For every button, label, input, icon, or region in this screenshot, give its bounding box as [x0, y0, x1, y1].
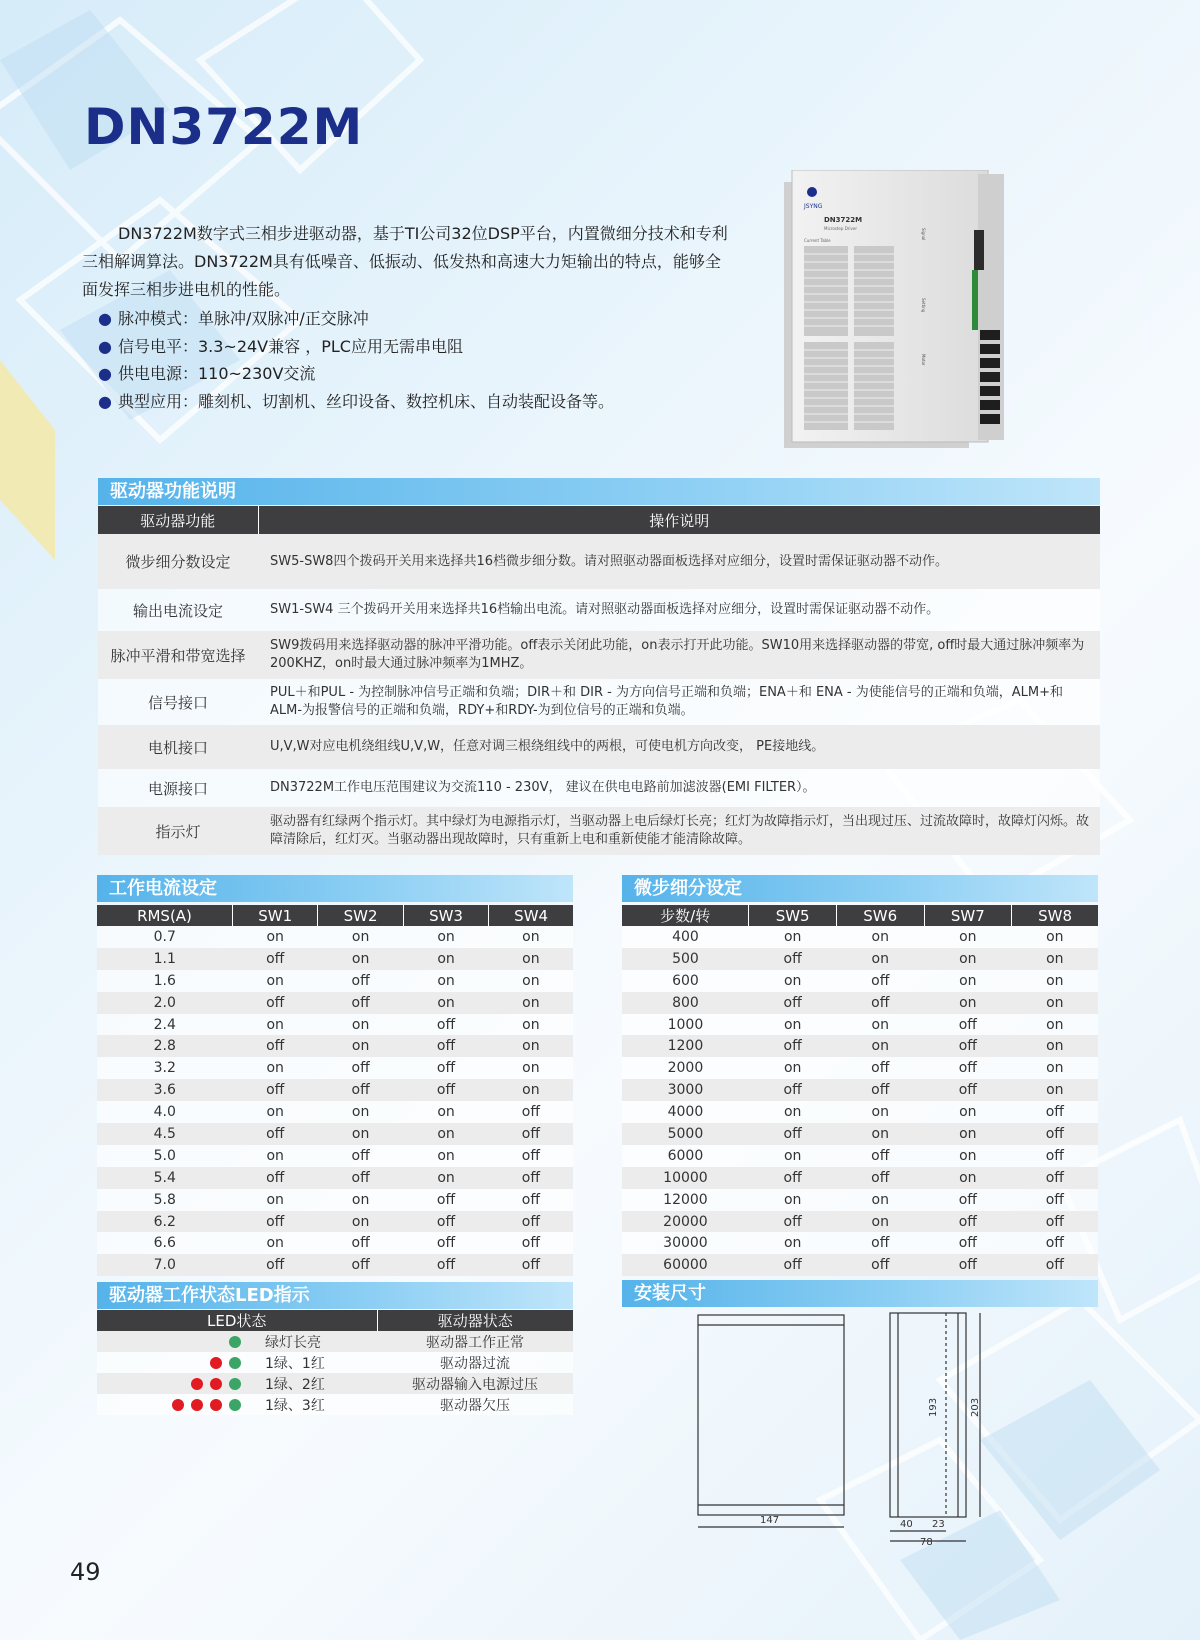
driver-state-text: 驱动器过流 — [377, 1352, 573, 1373]
red-led-icon — [172, 1399, 184, 1411]
switch-state-cell: off — [232, 1079, 317, 1101]
table-row — [622, 1254, 1098, 1276]
red-led-icon — [191, 1378, 203, 1390]
current-value-cell: 5.4 — [97, 1167, 232, 1189]
microstep-section-title: 微步细分设定 — [622, 875, 1098, 902]
switch-state-cell: on — [232, 1014, 317, 1036]
switch-state-cell: off — [924, 1189, 1012, 1211]
switch-state-cell: on — [836, 1123, 924, 1145]
micro-value-cell: 5000 — [622, 1123, 749, 1145]
table-row — [97, 970, 573, 992]
switch-state-cell: on — [232, 1057, 317, 1079]
led-indicator — [97, 1394, 247, 1415]
switch-state-cell: off — [749, 1211, 837, 1233]
table-row — [622, 1057, 1098, 1079]
switch-state-cell: on — [318, 1101, 403, 1123]
switch-state-cell: off — [232, 948, 317, 970]
switch-state-cell: off — [924, 1035, 1012, 1057]
switch-state-cell: on — [232, 970, 317, 992]
switch-state-cell: on — [1012, 970, 1098, 992]
table-row — [97, 1057, 573, 1079]
brand-logo-icon — [807, 187, 817, 197]
led-indicator — [97, 1373, 247, 1394]
current-table — [97, 905, 573, 1276]
function-name: 微步细分数设定 — [98, 534, 258, 589]
table-row — [98, 631, 1100, 679]
switch-state-cell: off — [403, 1035, 488, 1057]
switch-state-cell: off — [232, 1123, 317, 1145]
green-led-icon — [229, 1336, 241, 1348]
switch-state-cell: off — [1012, 1123, 1098, 1145]
table-row — [98, 725, 1100, 769]
switch-state-cell: off — [232, 1035, 317, 1057]
current-value-cell: 1.6 — [97, 970, 232, 992]
table-row — [97, 948, 573, 970]
switch-state-cell: off — [489, 1211, 573, 1233]
table-row — [98, 679, 1100, 725]
led-state-header: LED状态 — [97, 1310, 377, 1331]
switch-state-cell: on — [924, 1145, 1012, 1167]
red-led-icon — [210, 1399, 222, 1411]
switch-state-cell: on — [749, 1101, 837, 1123]
micro-value-cell: 10000 — [622, 1167, 749, 1189]
switch-state-cell: on — [489, 970, 573, 992]
micro-value-cell: 4000 — [622, 1101, 749, 1123]
feature-item: ● 供电电源：110~230V交流 — [98, 360, 614, 388]
switch-header: SW5 — [749, 905, 837, 926]
dim-depth-b: 23 — [932, 1519, 945, 1530]
table-row — [97, 1394, 573, 1415]
switch-state-cell: off — [489, 1189, 573, 1211]
microstep-table — [622, 905, 1098, 1276]
switch-state-cell: off — [836, 1079, 924, 1101]
table-row — [622, 1211, 1098, 1233]
dimension-drawing — [690, 1305, 1010, 1545]
table-row — [97, 1352, 573, 1373]
current-section-title: 工作电流设定 — [97, 875, 573, 902]
switch-state-cell: off — [232, 992, 317, 1014]
switch-state-cell: on — [403, 1145, 488, 1167]
table-row — [98, 589, 1100, 631]
table-row — [622, 1101, 1098, 1123]
function-desc: U,V,W对应电机绕组线U,V,W，任意对调三根绕组线中的两根，可使电机方向改变， PE接地线。 — [258, 725, 1100, 769]
red-led-icon — [210, 1378, 222, 1390]
switch-state-cell: off — [489, 1167, 573, 1189]
switch-state-cell: off — [318, 970, 403, 992]
switch-state-cell: on — [836, 926, 924, 948]
switch-state-cell: off — [749, 948, 837, 970]
function-name: 电源接口 — [98, 769, 258, 807]
switch-state-cell: on — [749, 1145, 837, 1167]
led-state-text: 1绿、3红 — [247, 1394, 377, 1415]
table-row — [97, 1373, 573, 1394]
switch-state-cell: off — [836, 1232, 924, 1254]
switch-state-cell: off — [403, 1254, 488, 1276]
switch-state-cell: off — [403, 1079, 488, 1101]
table-row — [622, 926, 1098, 948]
switch-state-cell: on — [749, 1014, 837, 1036]
product-subtitle: Microstep Driver — [824, 226, 857, 231]
switch-state-cell: off — [836, 992, 924, 1014]
current-value-cell: 4.5 — [97, 1123, 232, 1145]
current-value-cell: 3.6 — [97, 1079, 232, 1101]
micro-value-cell: 1200 — [622, 1035, 749, 1057]
switch-header: SW6 — [836, 905, 924, 926]
function-section-title: 驱动器功能说明 — [98, 478, 1100, 505]
table-row — [622, 1035, 1098, 1057]
current-value-cell: 2.4 — [97, 1014, 232, 1036]
switch-header: SW7 — [924, 905, 1012, 926]
switch-state-cell: on — [1012, 1014, 1098, 1036]
switch-state-cell: on — [749, 970, 837, 992]
switch-state-cell: on — [403, 948, 488, 970]
switch-state-cell: on — [489, 992, 573, 1014]
feature-list — [98, 305, 614, 415]
table-row — [97, 992, 573, 1014]
micro-value-cell: 2000 — [622, 1057, 749, 1079]
switch-state-cell: on — [403, 1101, 488, 1123]
product-side-label: Setting — [921, 298, 926, 313]
current-value-cell: 6.2 — [97, 1211, 232, 1233]
table-row — [97, 1211, 573, 1233]
led-table — [97, 1310, 573, 1415]
switch-state-cell: on — [403, 992, 488, 1014]
current-key-header: RMS(A) — [97, 905, 232, 926]
micro-value-cell: 600 — [622, 970, 749, 992]
table-row — [97, 1101, 573, 1123]
switch-state-cell: on — [924, 970, 1012, 992]
switch-state-cell: on — [232, 1101, 317, 1123]
switch-state-cell: off — [489, 1254, 573, 1276]
micro-value-cell: 6000 — [622, 1145, 749, 1167]
green-led-icon — [229, 1378, 241, 1390]
switch-state-cell: off — [1012, 1232, 1098, 1254]
red-led-icon — [210, 1357, 222, 1369]
micro-value-cell: 3000 — [622, 1079, 749, 1101]
function-desc: PUL＋和PUL - 为控制脉冲信号正端和负端；DIR＋和 DIR - 为方向信号正端和负端；ENA＋和 ENA - 为使能信号的正端和负端，ALM+和ALM-为报警信号的正端和负端，RDY+和RDY-为到位信号的正端和负端。 — [258, 679, 1100, 725]
dim-depth-total: 78 — [920, 1537, 933, 1545]
switch-state-cell: off — [749, 1254, 837, 1276]
switch-state-cell: on — [836, 1189, 924, 1211]
terminal-block — [980, 330, 1000, 424]
switch-state-cell: off — [318, 1145, 403, 1167]
switch-state-cell: on — [403, 926, 488, 948]
table-row — [97, 1014, 573, 1036]
switch-state-cell: off — [749, 1035, 837, 1057]
switch-state-cell: off — [1012, 1145, 1098, 1167]
driver-state-text: 驱动器输入电源过压 — [377, 1373, 573, 1394]
switch-state-cell: off — [489, 1101, 573, 1123]
micro-value-cell: 1000 — [622, 1014, 749, 1036]
intro-paragraph — [82, 220, 732, 304]
switch-state-cell: off — [1012, 1189, 1098, 1211]
product-side-label: Motor — [921, 354, 926, 366]
dim-width: 147 — [760, 1515, 780, 1526]
switch-state-cell: on — [318, 1123, 403, 1145]
led-state-text: 1绿、2红 — [247, 1373, 377, 1394]
function-desc: DN3722M工作电压范围建议为交流110 - 230V， 建议在供电电路前加滤波器(EMI FILTER）。 — [258, 769, 1100, 807]
switch-state-cell: on — [318, 1035, 403, 1057]
switch-state-cell: off — [489, 1145, 573, 1167]
switch-state-cell: on — [489, 1014, 573, 1036]
switch-state-cell: on — [318, 1014, 403, 1036]
table-row — [97, 1232, 573, 1254]
switch-state-cell: on — [489, 1079, 573, 1101]
switch-state-cell: on — [1012, 1079, 1098, 1101]
product-image — [784, 170, 1010, 450]
switch-state-cell: off — [836, 1167, 924, 1189]
switch-state-cell: on — [403, 970, 488, 992]
table-row — [622, 1167, 1098, 1189]
switch-state-cell: off — [403, 1232, 488, 1254]
switch-state-cell: off — [836, 970, 924, 992]
switch-state-cell: on — [1012, 992, 1098, 1014]
switch-state-cell: off — [489, 1123, 573, 1145]
function-name: 指示灯 — [98, 807, 258, 855]
switch-state-cell: off — [924, 1232, 1012, 1254]
switch-state-cell: on — [924, 1101, 1012, 1123]
current-value-cell: 5.8 — [97, 1189, 232, 1211]
signal-connector — [974, 230, 984, 270]
switch-state-cell: off — [1012, 1167, 1098, 1189]
table-row — [97, 1123, 573, 1145]
switch-state-cell: on — [1012, 926, 1098, 948]
switch-state-cell: off — [924, 1057, 1012, 1079]
switch-state-cell: on — [403, 1167, 488, 1189]
switch-header: SW4 — [489, 905, 573, 926]
switch-state-cell: on — [232, 1232, 317, 1254]
switch-state-cell: off — [318, 1079, 403, 1101]
table-row — [97, 1189, 573, 1211]
feature-item: ● 典型应用：雕刻机、切割机、丝印设备、数控机床、自动装配设备等。 — [98, 388, 614, 416]
switch-state-cell: off — [232, 1211, 317, 1233]
product-brand: JSYNG — [804, 203, 823, 210]
table-row — [97, 1254, 573, 1276]
current-value-cell: 0.7 — [97, 926, 232, 948]
led-state-text: 1绿、1红 — [247, 1352, 377, 1373]
micro-value-cell: 500 — [622, 948, 749, 970]
table-row — [622, 1189, 1098, 1211]
micro-value-cell: 30000 — [622, 1232, 749, 1254]
table-row — [622, 1079, 1098, 1101]
intro-text: DN3722M数字式三相步进驱动器，基于TI公司32位DSP平台，内置微细分技术和专利三相解调算法。DN3722M具有低噪音、低振动、低发热和高速大力矩输出的特点，能够全面发挥三相步进电机的性能。 — [82, 224, 728, 299]
feature-item: ● 脉冲模式：单脉冲/双脉冲/正交脉冲 — [98, 305, 614, 333]
current-value-cell: 4.0 — [97, 1101, 232, 1123]
dimensions-section-title: 安装尺寸 — [622, 1280, 1098, 1307]
switch-state-cell: on — [749, 1189, 837, 1211]
switch-state-cell: on — [749, 1232, 837, 1254]
function-name: 脉冲平滑和带宽选择 — [98, 631, 258, 679]
function-header: 驱动器功能 — [98, 506, 258, 534]
switch-state-cell: on — [1012, 1035, 1098, 1057]
table-row — [97, 926, 573, 948]
table-row — [98, 534, 1100, 589]
table-row — [622, 1123, 1098, 1145]
switch-state-cell: on — [836, 1035, 924, 1057]
micro-value-cell: 60000 — [622, 1254, 749, 1276]
switch-header: SW1 — [232, 905, 317, 926]
led-state-text: 绿灯长亮 — [247, 1331, 377, 1352]
current-value-cell: 1.1 — [97, 948, 232, 970]
function-desc: SW1-SW4 三个拨码开关用来选择共16档输出电流。请对照驱动器面板选择对应细分，设置时需保证驱动器不动作。 — [258, 589, 1100, 631]
switch-state-cell: on — [232, 926, 317, 948]
current-value-cell: 3.2 — [97, 1057, 232, 1079]
table-row — [622, 948, 1098, 970]
function-desc: 驱动器有红绿两个指示灯。其中绿灯为电源指示灯，当驱动器上电后绿灯长亮；红灯为故障指示灯，当出现过压、过流故障时，故障灯闪烁。故障清除后，红灯灭。当驱动器出现故障时，只有重新上电和重新使能才能清除故障。 — [258, 807, 1100, 855]
switch-state-cell: off — [232, 1167, 317, 1189]
switch-state-cell: on — [1012, 1057, 1098, 1079]
table-row — [97, 1079, 573, 1101]
switch-state-cell: on — [489, 1057, 573, 1079]
switch-state-cell: on — [924, 1167, 1012, 1189]
led-section-title: 驱动器工作状态LED指示 — [97, 1282, 573, 1309]
switch-state-cell: off — [924, 1254, 1012, 1276]
switch-state-cell: off — [1012, 1254, 1098, 1276]
product-current-table-label: Current Table — [804, 238, 831, 243]
switch-state-cell: off — [318, 1232, 403, 1254]
micro-value-cell: 12000 — [622, 1189, 749, 1211]
switch-state-cell: off — [749, 1123, 837, 1145]
micro-value-cell: 400 — [622, 926, 749, 948]
switch-state-cell: on — [924, 948, 1012, 970]
switch-state-cell: off — [836, 1057, 924, 1079]
led-indicator — [97, 1352, 247, 1373]
switch-state-cell: on — [924, 926, 1012, 948]
micro-value-cell: 800 — [622, 992, 749, 1014]
product-model-label: DN3722M — [824, 216, 863, 224]
switch-state-cell: on — [318, 926, 403, 948]
switch-state-cell: on — [836, 1101, 924, 1123]
switch-state-cell: on — [836, 1211, 924, 1233]
table-row — [97, 1035, 573, 1057]
page-number: 49 — [70, 1558, 101, 1586]
switch-state-cell: on — [749, 926, 837, 948]
switch-state-cell: off — [749, 1167, 837, 1189]
led-indicator — [97, 1331, 247, 1352]
switch-header: SW2 — [318, 905, 403, 926]
micro-key-header: 步数/转 — [622, 905, 749, 926]
function-desc: SW9拨码用来选择驱动器的脉冲平滑功能。off表示关闭此功能，on表示打开此功能。SW10用来选择驱动器的带宽, off时最大通过脉冲频率为200KHZ，on时最大通过脉冲频率为1MHZ。 — [258, 631, 1100, 679]
switch-state-cell: off — [836, 1254, 924, 1276]
switch-state-cell: on — [232, 1145, 317, 1167]
current-value-cell: 2.8 — [97, 1035, 232, 1057]
switch-state-cell: off — [403, 1014, 488, 1036]
current-value-cell: 2.0 — [97, 992, 232, 1014]
function-desc: SW5-SW8四个拨码开关用来选择共16档微步细分数。请对照驱动器面板选择对应细分，设置时需保证驱动器不动作。 — [258, 534, 1100, 589]
switch-state-cell: off — [403, 1057, 488, 1079]
green-led-icon — [229, 1357, 241, 1369]
switch-state-cell: on — [836, 948, 924, 970]
dim-height-outer: 203 — [970, 1397, 981, 1417]
driver-state-text: 驱动器工作正常 — [377, 1331, 573, 1352]
switch-state-cell: on — [489, 948, 573, 970]
switch-state-cell: on — [924, 1123, 1012, 1145]
dim-height-inner: 193 — [928, 1397, 939, 1417]
switch-state-cell: on — [836, 1014, 924, 1036]
operation-header: 操作说明 — [258, 506, 1100, 534]
switch-state-cell: on — [232, 1189, 317, 1211]
table-row — [622, 970, 1098, 992]
switch-state-cell: off — [403, 1211, 488, 1233]
switch-state-cell: off — [318, 1057, 403, 1079]
switch-state-cell: on — [749, 1057, 837, 1079]
switch-state-cell: off — [836, 1145, 924, 1167]
micro-value-cell: 20000 — [622, 1211, 749, 1233]
function-name: 输出电流设定 — [98, 589, 258, 631]
switch-state-cell: on — [318, 1211, 403, 1233]
switch-header: SW8 — [1012, 905, 1098, 926]
red-led-icon — [191, 1399, 203, 1411]
feature-item: ● 信号电平：3.3~24V兼容 ，PLC应用无需串电阻 — [98, 333, 614, 361]
function-name: 电机接口 — [98, 725, 258, 769]
table-row — [622, 1232, 1098, 1254]
table-row — [98, 769, 1100, 807]
function-name: 信号接口 — [98, 679, 258, 725]
switch-state-cell: off — [924, 1014, 1012, 1036]
function-table — [98, 506, 1100, 855]
switch-state-cell: off — [318, 1254, 403, 1276]
green-led-icon — [229, 1399, 241, 1411]
switch-state-cell: off — [749, 1079, 837, 1101]
switch-state-cell: on — [489, 926, 573, 948]
switch-state-cell: off — [318, 992, 403, 1014]
table-row — [97, 1331, 573, 1352]
product-side-label: Signal — [921, 228, 926, 241]
table-row — [97, 1145, 573, 1167]
switch-state-cell: off — [232, 1254, 317, 1276]
driver-state-text: 驱动器欠压 — [377, 1394, 573, 1415]
table-row — [98, 807, 1100, 855]
switch-state-cell: on — [1012, 948, 1098, 970]
current-value-cell: 6.6 — [97, 1232, 232, 1254]
switch-state-cell: off — [489, 1232, 573, 1254]
dim-depth-a: 40 — [900, 1519, 913, 1530]
switch-state-cell: off — [749, 992, 837, 1014]
table-row — [622, 992, 1098, 1014]
table-row — [97, 1167, 573, 1189]
table-row — [622, 1145, 1098, 1167]
switch-state-cell: off — [318, 1167, 403, 1189]
switch-state-cell: off — [924, 1079, 1012, 1101]
switch-state-cell: on — [924, 992, 1012, 1014]
model-title: DN3722M — [84, 98, 364, 156]
switch-state-cell: off — [1012, 1101, 1098, 1123]
switch-state-cell: on — [318, 948, 403, 970]
switch-state-cell: off — [1012, 1211, 1098, 1233]
current-value-cell: 7.0 — [97, 1254, 232, 1276]
switch-state-cell: on — [489, 1035, 573, 1057]
switch-state-cell: off — [924, 1211, 1012, 1233]
switch-state-cell: off — [403, 1189, 488, 1211]
driver-state-header: 驱动器状态 — [377, 1310, 573, 1331]
current-value-cell: 5.0 — [97, 1145, 232, 1167]
table-row — [622, 1014, 1098, 1036]
switch-state-cell: on — [318, 1189, 403, 1211]
switch-state-cell: on — [403, 1123, 488, 1145]
switch-header: SW3 — [403, 905, 488, 926]
